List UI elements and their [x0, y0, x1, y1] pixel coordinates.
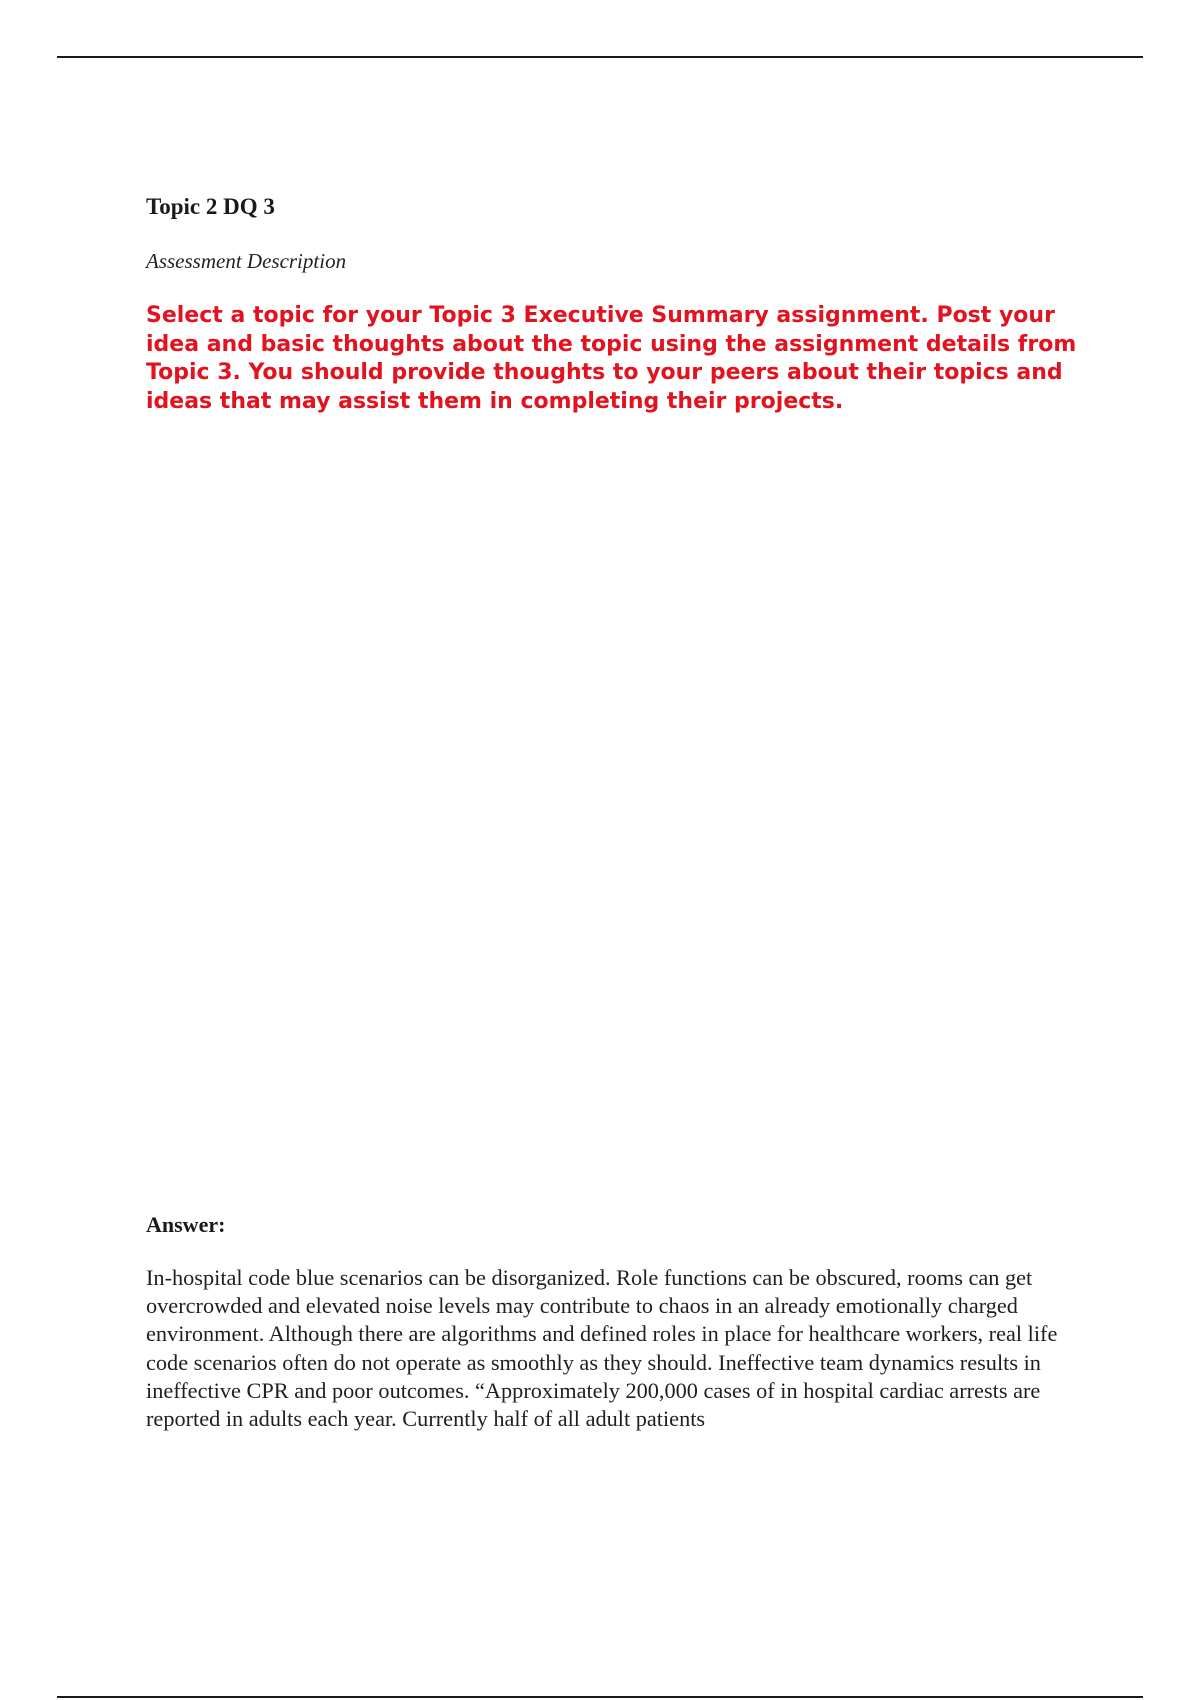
- page-title: Topic 2 DQ 3: [146, 194, 275, 219]
- assessment-description-label: Assessment Description: [146, 249, 347, 273]
- assignment-prompt: Select a topic for your Topic 3 Executive Summary assignment. Post your idea and basic thoughts about the topic using the assignment details from Topic 3. You should provide thoughts to your peers about their topics and ideas that may assist them in completing their projects.: [146, 303, 1077, 414]
- bottom-divider: [57, 1696, 1143, 1698]
- top-divider: [57, 56, 1143, 58]
- answer-heading: Answer:: [146, 1212, 226, 1237]
- answer-body: In-hospital code blue scenarios can be disorganized. Role functions can be obscured, rooms can get overcrowded and elevated noise levels may contribute to chaos in an already emotionally charged environment. Although there are algorithms and defined roles in place for healthcare workers, real life code scenarios often do not operate as smoothly as they should. Ineffective team dynamics results in ineffective CPR and poor outcomes. “Approximately 200,000 cases of in hospital cardiac arrests are reported in adults each year. Currently half of all adult patients: [146, 1265, 1058, 1432]
